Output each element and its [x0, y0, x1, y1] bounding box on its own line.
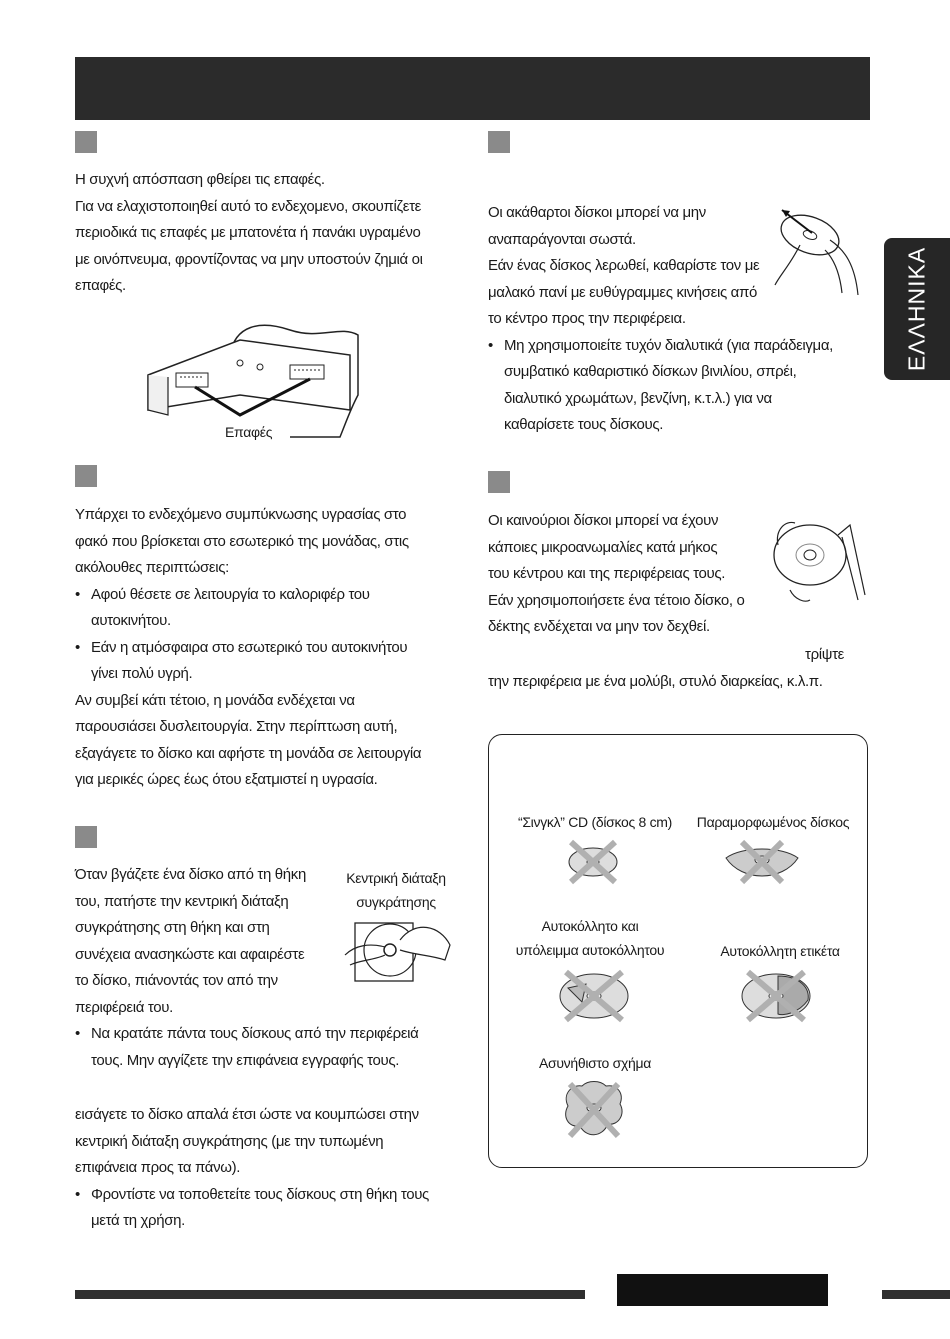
disc-cleaning-illustration: [770, 205, 860, 300]
sticker-residue-icon: [556, 968, 632, 1024]
new-discs-paragraph: Οι καινούριοι δίσκοι μπορεί να έχουν κάποιες μικροανωμαλίες κατά μήκος του κέντρου και της περιφέρειας τους. Εάν χρησιμοποιήσετε ένα τέτοιο δίσκο, ο δέκτης ενδέχεται να μην τον δεχθεί.: [488, 512, 745, 635]
unusual-shape-label: Ασυνήθιστο σχήμα: [538, 1055, 652, 1071]
handling-paragraph: Όταν βγάζετε ένα δίσκο από τη θήκη του, πατήστε την κεντρική διάταξη συγκράτησης στη θήκη και στη συνέχεια ανασηκώστε και αφαιρέστε το δίσκο, πιάνοντάς τον από την περιφέρειά του. • Να κρατάτε πάντα τους δίσκους από την περιφέρειά τους. Μην αγγίζετε την επιφάνεια εγγραφής τους.: [75, 862, 418, 1074]
section-marker: [75, 465, 97, 487]
unusual-shape-icon: [562, 1080, 626, 1140]
footer-rule-right: [882, 1290, 950, 1299]
language-tab-label: ΕΛΛΗΝΙΚΑ: [903, 246, 930, 372]
sticker-residue-label: Αυτοκόλλητο και υπόλειμμα αυτοκόλλητου: [515, 918, 665, 958]
holder-label: Κεντρική διάταξη συγκράτησης: [346, 870, 446, 910]
contacts-label: Επαφές: [225, 424, 273, 440]
page-number-block: [617, 1274, 828, 1306]
new-disc-illustration: [770, 515, 870, 605]
deformed-label: Παραμορφωμένος δίσκος: [696, 814, 850, 830]
rub-word: τρίψτε: [805, 646, 844, 663]
rub-line: την περιφέρεια με ένα μολύβι, στυλό διαρκείας, κ.λ.π.: [488, 673, 823, 690]
language-tab: [884, 238, 950, 380]
section-marker: [488, 471, 510, 493]
section-marker: [75, 826, 97, 848]
storing-paragraph: εισάγετε το δίσκο απαλά έτσι ώστε να κουμπώσει στην κεντρική διάταξη συγκράτησης (με την τυπωμένη επιφάνεια προς τα πάνω). • Φροντίστε να τοποθετείτε τους δίσκους στη θήκη τους μετά τη χρήση.: [75, 1102, 429, 1235]
section-marker: [75, 131, 97, 153]
disc-case-illustration: [345, 915, 455, 985]
sticker-label-icon: [738, 968, 814, 1024]
deformed-disc-icon: [722, 838, 802, 886]
single-cd-label: “Σινγκλ” CD (δίσκος 8 cm): [517, 814, 673, 830]
moisture-paragraph: Υπάρχει το ενδεχόμενο συμπύκνωσης υγρασίας στο φακό που βρίσκεται στο εσωτερικό της μονάδας, στις ακόλουθες περιπτώσεις: • Αφού θέσετε σε λειτουργία το καλοριφέρ του αυτοκινήτου. • Εάν η ατμόσφαιρα στο εσωτερικό του αυτοκινήτου γίνει πολύ υγρή. Αν συμβεί κάτι τέτοιο, η μονάδα ενδέχεται να παρουσιάσει δυσλειτουργία. Στην περίπτωση αυτή, εξαγάγετε το δίσκο και αφήστε τη μονάδα σε λειτουργία για μερικές ώρες έως ότου εξατμιστεί η υγρασία.: [75, 502, 421, 794]
cleaning-paragraph: Οι ακάθαρτοι δίσκοι μπορεί να μην αναπαράγονται σωστά. Εάν ένας δίσκος λερωθεί, καθαρίστε τον με μαλακό πανί με ευθύγραμμες κινήσεις από το κέντρο προς την περιφέρεια. • Μη χρησιμοποιείτε τυχόν διαλυτικά (για παράδειγμα, συμβατικό καθαριστικό δίσκων βινιλίου, σπρέι, διαλυτικό χρωμάτων, βενζίνη, κ.τ.λ.) για να καθαρίσετε τους δίσκους.: [488, 200, 833, 439]
header-bar: [75, 57, 870, 120]
section-marker: [488, 131, 510, 153]
footer-rule-left: [75, 1290, 585, 1299]
sticker-label-label: Αυτοκόλλητη ετικέτα: [720, 943, 840, 959]
contacts-paragraph: Η συχνή απόσπαση φθείρει τις επαφές. Για να ελαχιστοποιηθεί αυτό το ενδεχομενο, σκουπίζετε περιοδικά τις επαφές με μπατονέτα ή πανάκι υγραμένο με οινόπνευμα, φροντίζοντας να μην υποστούν ζημιά οι επαφές.: [75, 171, 423, 294]
single-cd-icon: [565, 838, 621, 886]
